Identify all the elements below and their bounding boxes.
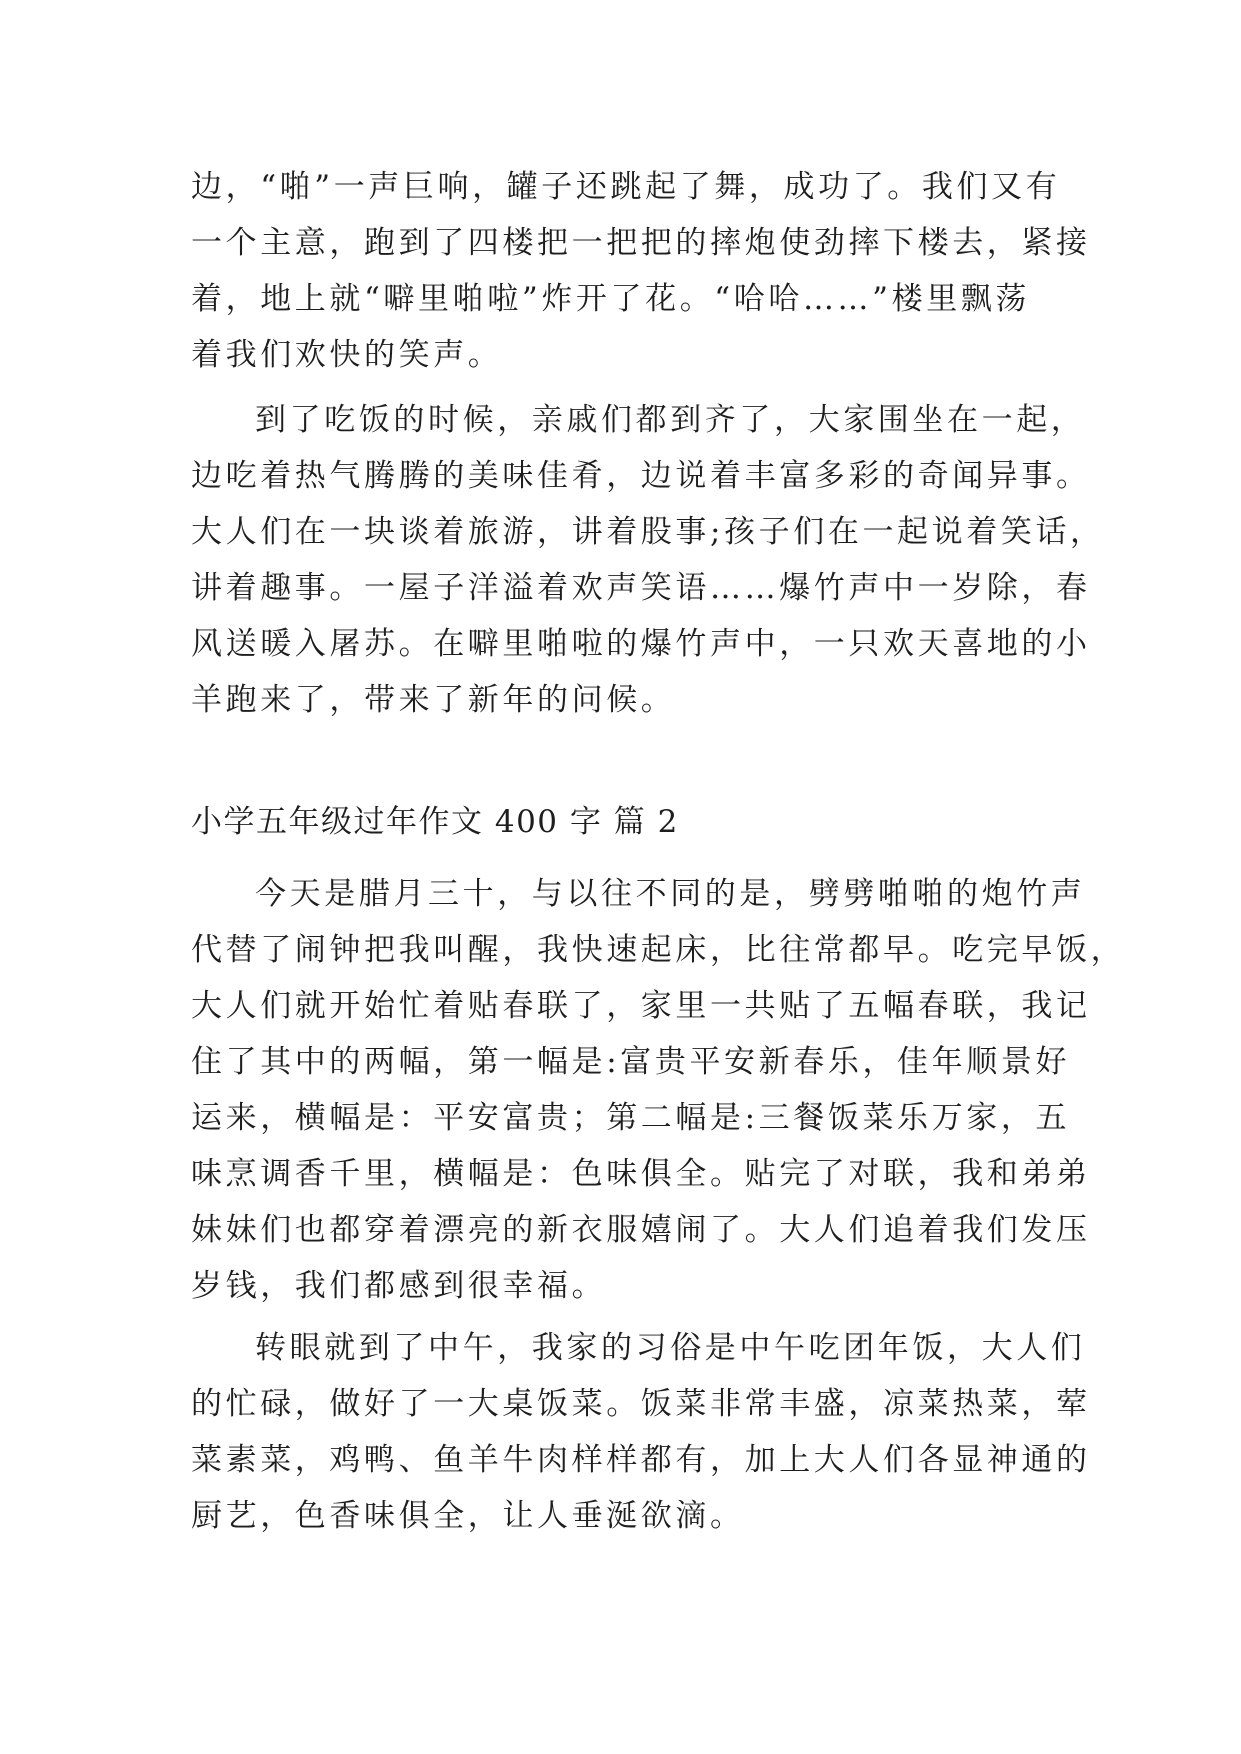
text-line: 味烹调香千里，横幅是：色味俱全。贴完了对联，我和弟弟 bbox=[191, 1156, 1091, 1192]
text-line: 讲着趣事。一屋子洋溢着欢声笑语……爆竹声中一岁除，春 bbox=[191, 570, 1091, 606]
text-line: 岁钱，我们都感到很幸福。 bbox=[191, 1268, 607, 1304]
text-line: 的忙碌，做好了一大桌饭菜。饭菜非常丰盛，凉菜热菜，荤 bbox=[191, 1386, 1091, 1422]
text-line: 妹妹们也都穿着漂亮的新衣服嬉闹了。大人们追着我们发压 bbox=[191, 1212, 1091, 1248]
text-line: 今天是腊月三十，与以往不同的是，劈劈啪啪的炮竹声 bbox=[255, 876, 1086, 912]
paragraph-reunion-dinner bbox=[191, 1320, 1091, 1544]
paragraph-continuation bbox=[191, 159, 1091, 383]
text-line: 风送暖入屠苏。在噼里啪啦的爆竹声中，一只欢天喜地的小 bbox=[191, 626, 1091, 662]
essay-heading: 小学五年级过年作文 400 字 篇 2 bbox=[191, 804, 679, 840]
text-line: 边吃着热气腾腾的美味佳肴，边说着丰富多彩的奇闻异事。 bbox=[191, 458, 1091, 494]
text-line: 到了吃饭的时候，亲戚们都到齐了，大家围坐在一起， bbox=[255, 402, 1086, 438]
text-line: 转眼就到了中午，我家的习俗是中午吃团年饭，大人们 bbox=[255, 1330, 1086, 1366]
text-line: 厨艺，色香味俱全，让人垂涎欲滴。 bbox=[191, 1498, 745, 1534]
text-line: 羊跑来了，带来了新年的问候。 bbox=[191, 682, 676, 718]
text-line: 代替了闹钟把我叫醒，我快速起床，比往常都早。吃完早饭， bbox=[191, 932, 1126, 968]
paragraph-dinner bbox=[191, 392, 1105, 728]
paragraph-new-year-eve bbox=[191, 866, 1126, 1314]
text-line: 大人们就开始忙着贴春联了，家里一共贴了五幅春联，我记 bbox=[191, 988, 1091, 1024]
text-line: 运来，横幅是：平安富贵；第二幅是:三餐饭菜乐万家，五 bbox=[191, 1100, 1071, 1136]
text-line: 着我们欢快的笑声。 bbox=[191, 337, 503, 373]
text-line: 着，地上就“噼里啪啦”炸开了花。“哈哈……”楼里飘荡 bbox=[191, 281, 1030, 317]
text-line: 边，“啪”一声巨响，罐子还跳起了舞，成功了。我们又有 bbox=[191, 169, 1061, 205]
text-line: 住了其中的两幅，第一幅是:富贵平安新春乐，佳年顺景好 bbox=[191, 1044, 1071, 1080]
text-line: 大人们在一块谈着旅游，讲着股事;孩子们在一起说着笑话， bbox=[191, 514, 1105, 550]
text-line: 菜素菜，鸡鸭、鱼羊牛肉样样都有，加上大人们各显神通的 bbox=[191, 1442, 1091, 1478]
text-line: 一个主意，跑到了四楼把一把把的摔炮使劲摔下楼去，紧接 bbox=[191, 225, 1091, 261]
